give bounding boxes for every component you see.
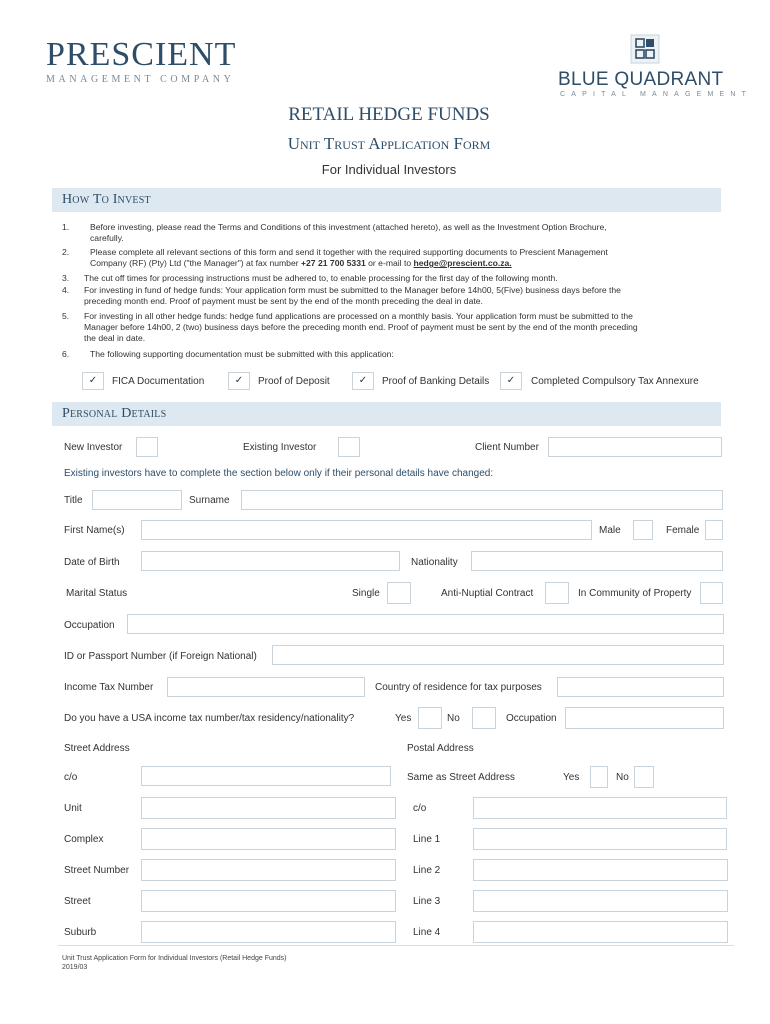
blue-quadrant-logo-sub: CAPITAL MANAGEMENT <box>560 91 753 98</box>
icop-checkbox[interactable] <box>700 582 723 604</box>
id-passport-label: ID or Passport Number (if Foreign National) <box>64 651 257 662</box>
unit-label: Unit <box>64 803 82 814</box>
male-label: Male <box>599 525 621 536</box>
street-field[interactable] <box>141 890 396 912</box>
new-investor-label: New Investor <box>64 442 123 453</box>
postal-line4-label: Line 4 <box>413 927 441 938</box>
occupation-field[interactable] <box>127 614 724 634</box>
fax-number: +27 21 700 5331 <box>301 258 366 268</box>
usa-no-checkbox[interactable] <box>472 707 496 729</box>
prescient-logo <box>46 38 256 90</box>
nationality-label: Nationality <box>411 557 458 568</box>
page-title: RETAIL HEDGE FUNDS <box>288 104 490 125</box>
street-label: Street <box>64 896 91 907</box>
title-field[interactable] <box>92 490 182 510</box>
postal-co-field[interactable] <box>473 797 727 819</box>
personal-details-heading: Personal Details <box>62 406 167 421</box>
tax-annexure-checkbox[interactable]: ✓ <box>500 372 522 390</box>
footer-divider <box>58 945 734 946</box>
footer-line-1: Unit Trust Application Form for Individual Investors (Retail Hedge Funds) <box>62 955 287 962</box>
title-label: Title <box>64 495 83 506</box>
email-link[interactable]: hedge@prescient.co.za. <box>413 258 512 268</box>
list-item: 5. For investing in all other hedge funds: hedge fund applications are processed on a monthly basis. Your application form must be submitted to the Manager before 14h00, 2 (two) business days before the preceding month end. Proof of payment must be sent by the end of the month preceding the deal in date. <box>62 311 638 343</box>
existing-investor-label: Existing Investor <box>243 442 317 453</box>
postal-line2-field[interactable] <box>473 859 728 881</box>
female-checkbox[interactable] <box>705 520 723 540</box>
first-names-label: First Name(s) <box>64 525 125 536</box>
prescient-logo-sub: MANAGEMENT COMPANY <box>46 74 235 85</box>
how-to-invest-heading: How To Invest <box>62 192 151 207</box>
proof-of-deposit-label: Proof of Deposit <box>258 376 330 387</box>
footer-line-2: 2019/03 <box>62 964 88 971</box>
same-yes-label: Yes <box>563 772 580 783</box>
usa-yes-label: Yes <box>395 713 412 724</box>
unit-field[interactable] <box>141 797 396 819</box>
occupation2-field[interactable] <box>565 707 724 729</box>
usa-yes-checkbox[interactable] <box>418 707 442 729</box>
new-investor-checkbox[interactable] <box>136 437 158 457</box>
personal-details-header <box>52 402 721 426</box>
suburb-field[interactable] <box>141 921 396 943</box>
postal-line1-label: Line 1 <box>413 834 441 845</box>
id-passport-field[interactable] <box>272 645 724 665</box>
occupation2-label: Occupation <box>506 713 557 724</box>
proof-of-banking-checkbox[interactable]: ✓ <box>352 372 374 390</box>
proof-of-banking-label: Proof of Banking Details <box>382 376 490 387</box>
occupation-label: Occupation <box>64 620 115 631</box>
blue-quadrant-logo-name: BLUE QUADRANT <box>558 69 724 90</box>
suburb-label: Suburb <box>64 927 97 938</box>
fica-checkbox[interactable]: ✓ <box>82 372 104 390</box>
anc-checkbox[interactable] <box>545 582 569 604</box>
country-tax-label: Country of residence for tax purposes <box>375 682 542 693</box>
list-item: 1. Before investing, please read the Terms and Conditions of this investment (attached hereto), as well as the Investment Option Brochure, carefully. <box>62 222 607 243</box>
nationality-field[interactable] <box>471 551 723 571</box>
client-number-field[interactable] <box>548 437 722 457</box>
postal-address-heading: Postal Address <box>407 743 474 754</box>
postal-co-label: c/o <box>413 803 427 814</box>
postal-line1-field[interactable] <box>473 828 727 850</box>
dob-label: Date of Birth <box>64 557 120 568</box>
street-number-label: Street Number <box>64 865 130 876</box>
anc-label: Anti-Nuptial Contract <box>441 588 534 599</box>
complex-field[interactable] <box>141 828 396 850</box>
surname-field[interactable] <box>241 490 723 510</box>
street-address-heading: Street Address <box>64 743 130 754</box>
same-no-checkbox[interactable] <box>634 766 654 788</box>
blue-quadrant-logo <box>556 34 753 104</box>
tax-annexure-label: Completed Compulsory Tax Annexure <box>531 376 699 387</box>
dob-field[interactable] <box>141 551 400 571</box>
complex-label: Complex <box>64 834 104 845</box>
postal-line3-label: Line 3 <box>413 896 441 907</box>
blue-quadrant-mark-icon <box>630 34 660 64</box>
street-co-label: c/o <box>64 772 78 783</box>
list-item: 2. Please complete all relevant sections of this form and send it together with the required supporting documents to Prescient Management Company (RF) (Pty) Ltd ("the Manager") at fax number +27 21 700 5331 or e-mail to hedge@prescient.co.za. <box>62 247 608 268</box>
street-co-field[interactable] <box>141 766 391 786</box>
same-as-street-label: Same as Street Address <box>407 772 515 783</box>
single-label: Single <box>352 588 380 599</box>
first-names-field[interactable] <box>141 520 592 540</box>
existing-investor-checkbox[interactable] <box>338 437 360 457</box>
list-item: 6. The following supporting documentation must be submitted with this application: <box>62 349 394 359</box>
single-checkbox[interactable] <box>387 582 411 604</box>
income-tax-field[interactable] <box>167 677 365 697</box>
how-to-invest-header <box>52 188 721 212</box>
marital-status-label: Marital Status <box>66 588 128 599</box>
page-subtitle: Unit Trust Application Form <box>287 134 491 153</box>
footer-text <box>62 954 287 972</box>
postal-line2-label: Line 2 <box>413 865 441 876</box>
country-tax-field[interactable] <box>557 677 724 697</box>
same-no-label: No <box>616 772 629 783</box>
postal-line4-field[interactable] <box>473 921 728 943</box>
existing-investors-note: Existing investors have to complete the section below only if their personal details have changed: <box>64 468 494 479</box>
fica-label: FICA Documentation <box>112 376 205 387</box>
list-item: 4. For investing in fund of hedge funds: Your application form must be submitted to the Manager before 14h00, 5(Five) business days before the preceding month end. Proof of payment must be sent by the end of the month preceding the deal in date. <box>62 285 621 306</box>
list-item: 3. The cut off times for processing instructions must be adhered to, to enable processing for the first day of the following month. <box>62 273 558 283</box>
female-label: Female <box>666 525 700 536</box>
street-number-field[interactable] <box>141 859 396 881</box>
same-yes-checkbox[interactable] <box>590 766 608 788</box>
icop-label: In Community of Property <box>578 588 692 599</box>
postal-line3-field[interactable] <box>473 890 728 912</box>
page-audience: For Individual Investors <box>321 162 457 177</box>
client-number-label: Client Number <box>475 442 539 453</box>
usa-question-label: Do you have a USA income tax number/tax residency/nationality? <box>64 713 355 724</box>
surname-label: Surname <box>189 495 230 506</box>
prescient-logo-name: PRESCIENT <box>46 36 237 73</box>
proof-of-deposit-checkbox[interactable]: ✓ <box>228 372 250 390</box>
male-checkbox[interactable] <box>633 520 653 540</box>
income-tax-label: Income Tax Number <box>64 682 154 693</box>
usa-no-label: No <box>447 713 460 724</box>
